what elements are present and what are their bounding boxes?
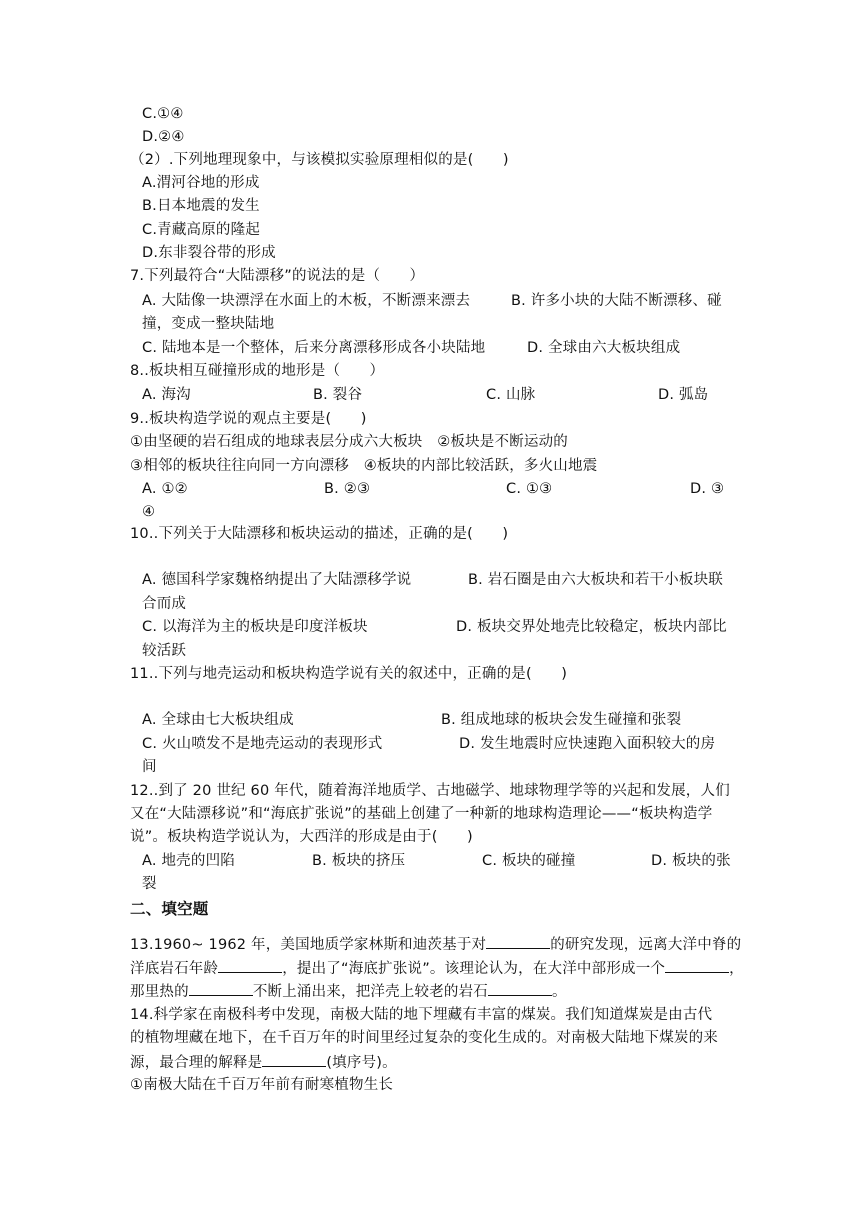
- q9-option-d-cont: ④: [142, 504, 156, 520]
- q14-line-3: [130, 1052, 397, 1073]
- q12-line-2: 又在“大陆漂移说”和“海底扩张说”的基础上创建了一种新的地球构造理论——“板块构造学: [130, 806, 713, 822]
- q11-option-d: D. 发生地震时应快速跑入面积较大的房: [459, 736, 716, 752]
- q10-option-b: B. 岩石圈是由六大板块和若干小板块联: [468, 572, 723, 588]
- q12-option-c: C. 板块的碰撞: [482, 853, 576, 869]
- q9-stem: 9..板块构造学说的观点主要是( ): [130, 411, 367, 427]
- answer-blank[interactable]: [486, 934, 550, 949]
- q10-stem: 10..下列关于大陆漂移和板块运动的描述，正确的是( ): [130, 526, 509, 542]
- q11-stem: 11..下列与地壳运动和板块构造学说有关的叙述中，正确的是( ): [130, 666, 568, 682]
- q12-line-3: 说”。板块构造学说认为，大西洋的形成是由于( ): [130, 829, 473, 845]
- section-title-fill-in: 二、填空题: [130, 900, 209, 918]
- q10-option-c: C. 以海洋为主的板块是印度洋板块: [142, 619, 368, 635]
- q13-line-3: [130, 981, 567, 1002]
- q14-line-1: 14.科学家在南极科考中发现，南极大陆的地下埋藏有丰富的煤炭。我们知道煤炭是由古代: [130, 1007, 713, 1023]
- q6-sub2-option-a: A.渭河谷地的形成: [142, 175, 260, 191]
- q10-option-d-cont: 较活跃: [142, 643, 187, 659]
- q8-option-d: D. 弧岛: [658, 387, 709, 403]
- q7-option-a: A. 大陆像一块漂浮在水面上的木板，不断漂来漂去: [142, 293, 471, 309]
- q10-option-a: A. 德国科学家魏格纳提出了大陆漂移学说: [142, 572, 412, 588]
- q7-option-b: B. 许多小块的大陆不断漂移、碰: [511, 293, 722, 309]
- answer-blank[interactable]: [218, 958, 282, 973]
- q14-line-2: 的植物埋藏在地下，在千百万年的时间里经过复杂的变化生成的。对南极大陆地下煤炭的来: [130, 1030, 718, 1046]
- q13-text: 。: [552, 984, 567, 1000]
- answer-blank[interactable]: [665, 958, 729, 973]
- q9-statements-1: ①由坚硬的岩石组成的地球表层分成六大板块 ②板块是不断运动的: [130, 434, 568, 450]
- q13-text: 那里热的: [130, 984, 189, 1000]
- q13-text: 13.1960~ 1962 年，美国地质学家林斯和迪茨基于对: [130, 937, 487, 953]
- q14-text: 源，最合理的解释是: [130, 1055, 263, 1071]
- q11-option-b: B. 组成地球的板块会发生碰撞和张裂: [441, 712, 682, 728]
- answer-blank[interactable]: [488, 981, 552, 996]
- q13-text: 不断上涌出来，把洋壳上较老的岩石: [252, 984, 489, 1000]
- q12-option-a: A. 地壳的凹陷: [142, 853, 235, 869]
- q8-stem: 8..板块相互碰撞形成的地形是（ ）: [130, 363, 385, 379]
- q13-line-2: [130, 958, 744, 979]
- q13-line-1: [130, 934, 741, 955]
- q8-option-c: C. 山脉: [486, 387, 536, 403]
- q6-sub2-option-d: D.东非裂谷带的形成: [142, 245, 276, 261]
- q12-option-b: B. 板块的挤压: [312, 853, 406, 869]
- q9-option-d: D. ③: [690, 481, 725, 497]
- q12-option-d: D. 板块的张: [651, 853, 731, 869]
- q12-line-1: 12..到了 20 世纪 60 年代，随着海洋地质学、古地磁学、地球物理学等的兴起和发展，人们: [130, 783, 730, 799]
- q11-option-a: A. 全球由七大板块组成: [142, 712, 294, 728]
- q12-option-d-cont: 裂: [142, 876, 157, 892]
- q14-text: (填序号)。: [326, 1055, 397, 1071]
- answer-blank[interactable]: [189, 981, 253, 996]
- q8-option-a: A. 海沟: [142, 387, 191, 403]
- q8-option-b: B. 裂谷: [313, 387, 363, 403]
- q9-option-b: B. ②③: [324, 481, 371, 497]
- q7-option-c: C. 陆地本是一个整体，后来分离漂移形成各小块陆地: [142, 340, 486, 356]
- q7-stem: 7.下列最符合“大陆漂移”的说法的是（ ）: [130, 268, 425, 284]
- q13-text: ，提出了“海底扩张说”。该理论认为，在大洋中部形成一个: [282, 961, 666, 977]
- q6-option-d: D.②④: [142, 129, 185, 145]
- q13-text: ，: [729, 961, 744, 977]
- answer-blank[interactable]: [262, 1052, 326, 1067]
- q7-option-d: D. 全球由六大板块组成: [527, 340, 681, 356]
- q13-text: 洋底岩石年龄: [130, 961, 219, 977]
- q6-option-c: C.①④: [142, 106, 184, 122]
- q9-option-c: C. ①③: [506, 481, 553, 497]
- q10-option-d: D. 板块交界处地壳比较稳定，板块内部比: [456, 619, 727, 635]
- q7-option-b-cont: 撞，变成一整块陆地: [142, 316, 275, 332]
- q11-option-d-cont: 间: [142, 759, 157, 775]
- q6-sub2-stem: （2）.下列地理现象中，与该模拟实验原理相似的是( ): [130, 152, 509, 168]
- q11-option-c: C. 火山喷发不是地壳运动的表现形式: [142, 736, 383, 752]
- q6-sub2-option-b: B.日本地震的发生: [142, 198, 260, 214]
- q6-sub2-option-c: C.青藏高原的隆起: [142, 222, 261, 238]
- q9-statements-2: ③相邻的板块往往向同一方向漂移 ④板块的内部比较活跃，多火山地震: [130, 458, 598, 474]
- q10-option-b-cont: 合而成: [142, 596, 187, 612]
- q13-text: 的研究发现，远离大洋中脊的: [550, 937, 742, 953]
- q9-option-a: A. ①②: [142, 481, 188, 497]
- q14-line-4: ①南极大陆在千百万年前有耐寒植物生长: [130, 1077, 394, 1093]
